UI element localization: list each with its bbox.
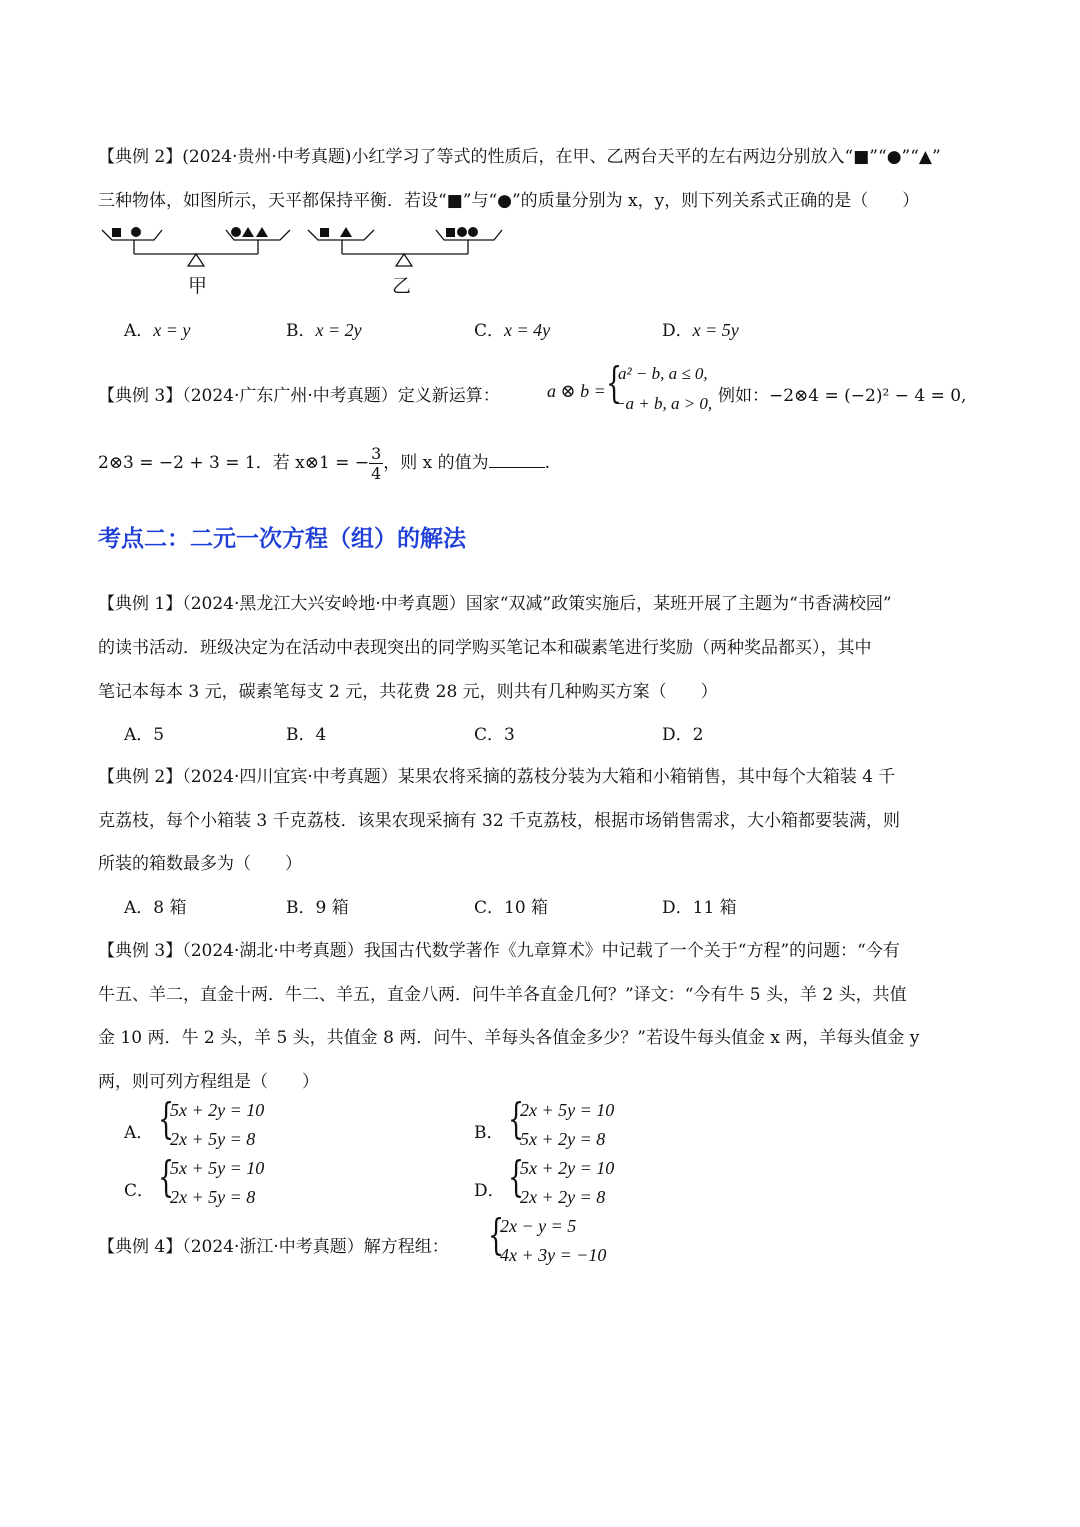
q3-option-b-letter: B． [474,1123,504,1143]
q2-line1: 【典例 2】（2024·四川宜宾·中考真题）某果农将采摘的荔枝分装为大箱和小箱销售，其中每个大箱装 4 千 [98,767,896,787]
q2-option-d: D．11 箱 [662,898,737,918]
q3-option-c-brace: { [158,1152,175,1201]
label-jia: 甲 [188,275,208,297]
square-icon [446,228,455,237]
q3-option-b-eq1: 2x + 5y = 10 [520,1100,615,1120]
q1-option-b: B．4 [286,725,327,745]
square-icon [112,228,121,237]
circle-icon [131,227,141,237]
q3-option-a-letter: A． [124,1123,154,1143]
q4-eq1: 2x − y = 5 [500,1216,577,1236]
q2-option-a: A．8 箱 [124,898,187,918]
answer-blank [489,451,545,468]
q4-eq2: 4x + 3y = −10 [500,1245,607,1265]
q1-option-a: A．5 [124,725,165,745]
ex2-stem-line1: 【典例 2】(2024·贵州·中考真题)小红学习了等式的性质后，在甲、乙两台天平的左右两边分别放入“■”“●”“▲” [98,147,941,167]
q3-line2: 牛五、羊二，直金十两．牛二、羊五，直金八两．问牛羊各直金几何？”译文：“今有牛 5 头，羊 2 头，共值 [98,985,907,1005]
q2-line2: 克荔枝，每个小箱装 3 千克荔枝．该果农现采摘有 32 千克荔枝，根据市场销售需求，大小箱都要装满，则 [98,811,901,831]
circle-icon [231,227,241,237]
fraction: $\frac{3}{4}$ [371,444,382,484]
ex2-stem-line2: 三种物体，如图所示，天平都保持平衡．若设“■”与“●”的质量分别为 x，y，则下列关系式正确的是（ ） [98,191,920,211]
triangle-icon [242,227,254,237]
balance-figure [96,218,516,300]
ex2-option-d: D．x = 5y [662,320,739,341]
q1-option-d: D．2 [662,725,704,745]
q3-option-a-eq1: 5x + 2y = 10 [170,1100,265,1120]
q3-option-b-brace: { [508,1094,525,1143]
balance-yi [308,227,502,297]
q2-line3: 所装的箱数最多为（ ） [98,854,302,874]
q3-line4: 两，则可列方程组是（ ） [98,1072,319,1092]
q3-line1: 【典例 3】（2024·湖北·中考真题）我国古代数学著作《九章算术》中记载了一个关于“方程”的问题：“今有 [98,941,900,961]
q1-line1: 【典例 1】（2024·黑龙江大兴安岭地·中考真题）国家“双减”政策实施后，某班开展了主题为“书香满校园” [98,594,892,614]
balance-jia [102,227,290,297]
q4-prefix: 【典例 4】（2024·浙江·中考真题）解方程组： [98,1237,449,1257]
q3-option-d-eq2: 2x + 2y = 8 [520,1187,606,1207]
q3-option-c-eq2: 2x + 5y = 8 [170,1187,256,1207]
ex3-case1: a² − b, a ≤ 0, [618,364,708,383]
ex3-example: 例如：−2⊗4 = (−2)² − 4 = 0, [718,386,967,406]
triangle-icon [256,227,268,237]
q4-brace: { [488,1210,505,1259]
q3-option-a-brace: { [158,1094,175,1143]
q2-option-c: C．10 箱 [474,898,549,918]
ex3-brace: { [606,358,623,407]
q3-option-a-eq2: 2x + 5y = 8 [170,1129,256,1149]
ex2-option-b: B．x = 2y [286,320,362,341]
ex2-option-c: C．x = 4y [474,320,551,341]
circle-icon [457,227,467,237]
triangle-icon [340,227,352,237]
ex3-line2: 2⊗3 = −2 + 3 = 1．若 x⊗1 = − $\frac{3}{4}$ ，则 x 的值为 . [98,444,551,484]
section-heading: 考点二：二元一次方程（组）的解法 [98,526,466,552]
q1-line3: 笔记本每本 3 元，碳素笔每支 2 元，共花费 28 元，则共有几种购买方案（ ） [98,682,718,702]
q3-option-d-letter: D． [474,1181,505,1201]
q3-option-d-brace: { [508,1152,525,1201]
q3-option-c-letter: C． [124,1181,155,1201]
ex3-prefix: 【典例 3】（2024·广东广州·中考真题）定义新运算： [98,386,500,406]
ex3-case2: −a + b, a > 0, [614,394,713,413]
q3-line3: 金 10 两．牛 2 头，羊 5 头，共值金 8 两．问牛、羊每头各值金多少？”若设牛每头值金 x 两，羊每头值金 y [98,1028,920,1048]
ex2-option-a: A．x = y [124,320,191,341]
q2-option-b: B．9 箱 [286,898,349,918]
ex3-lhs: a ⊗ b = [547,381,606,401]
q3-option-b-eq2: 5x + 2y = 8 [520,1129,606,1149]
q1-line2: 的读书活动．班级决定为在活动中表现突出的同学购买笔记本和碳素笔进行奖励（两种奖品都买），其中 [98,638,872,658]
q1-option-c: C．3 [474,725,515,745]
circle-icon [468,227,478,237]
square-icon [320,228,329,237]
q3-option-d-eq1: 5x + 2y = 10 [520,1158,615,1178]
label-yi: 乙 [392,275,412,297]
q3-option-c-eq1: 5x + 5y = 10 [170,1158,265,1178]
